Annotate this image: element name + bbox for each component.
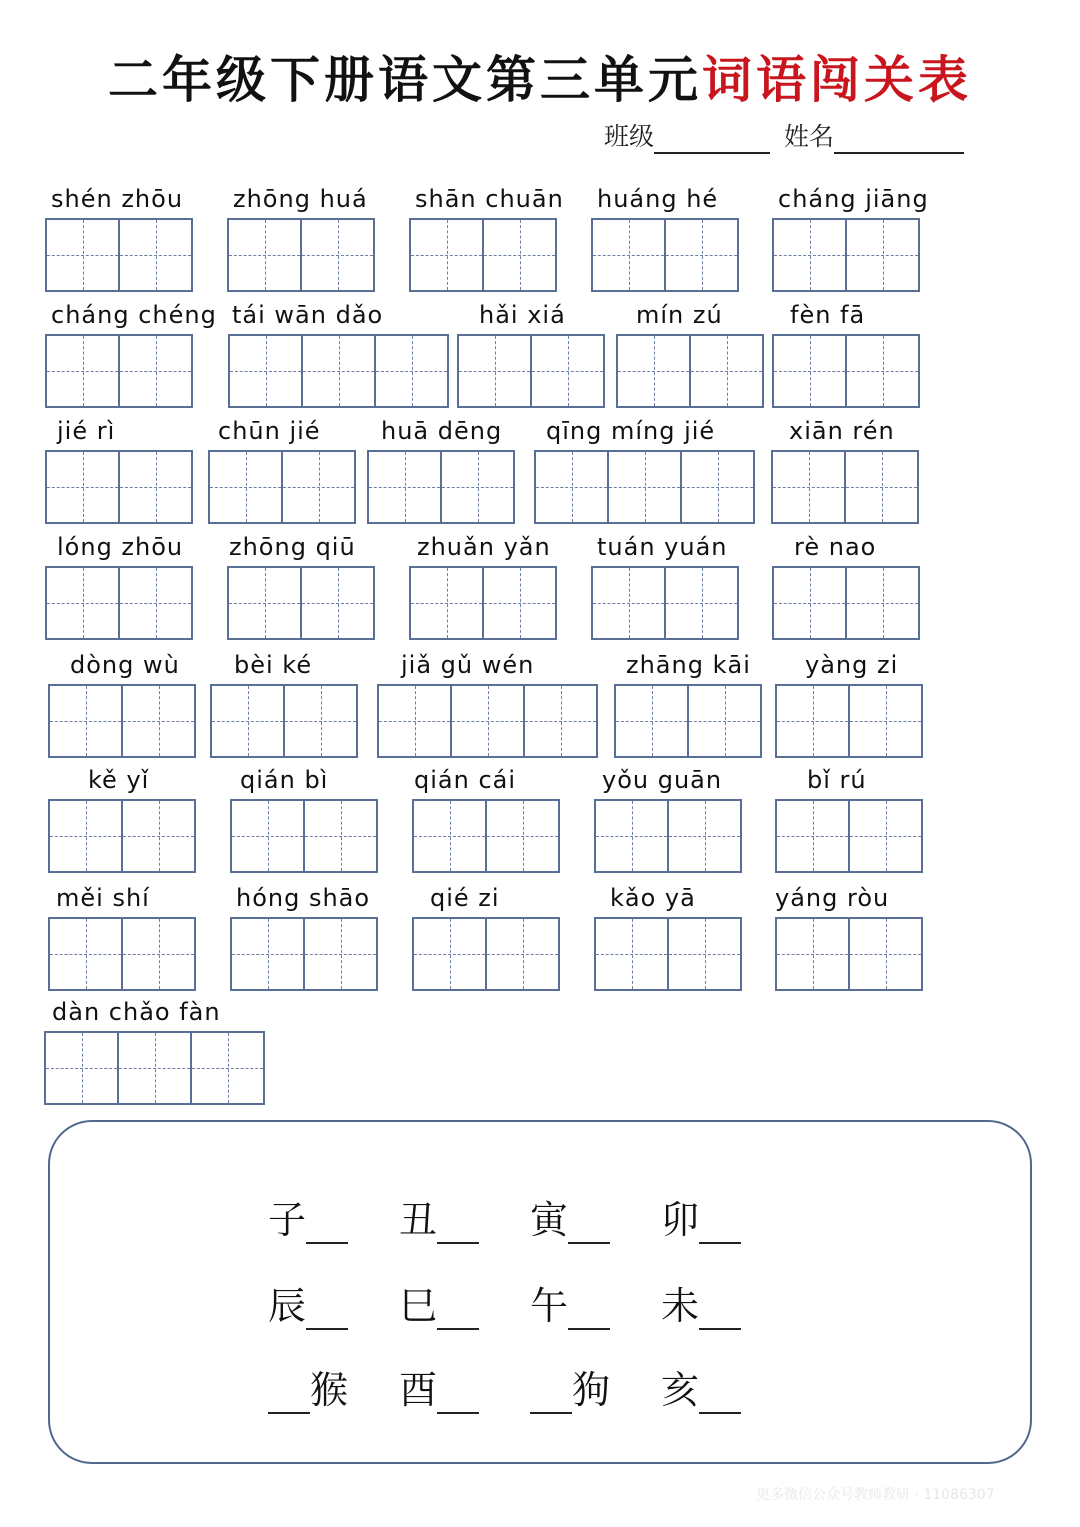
fill-blank[interactable] (437, 1374, 479, 1414)
tianzige-cell[interactable] (46, 1033, 119, 1103)
zodiac-char: 子 (268, 1198, 307, 1242)
tianzige-cell[interactable] (285, 686, 356, 756)
zodiac-item (661, 1196, 792, 1244)
tianzige-cell[interactable] (666, 220, 737, 290)
tianzige-cell[interactable] (777, 686, 850, 756)
tianzige-cell[interactable] (232, 801, 305, 871)
tianzige-cell[interactable] (210, 452, 283, 522)
tianzige-cell[interactable] (303, 336, 376, 406)
zodiac-char: 亥 (661, 1368, 700, 1412)
tianzige-cell[interactable] (120, 568, 191, 638)
name-field[interactable] (834, 126, 964, 154)
fill-blank[interactable] (699, 1204, 741, 1244)
tianzige-cell[interactable] (192, 1033, 263, 1103)
zodiac-char: 午 (530, 1284, 569, 1328)
writing-grid (44, 1031, 265, 1105)
tianzige-cell[interactable] (596, 801, 669, 871)
zodiac-item (530, 1196, 661, 1244)
pinyin-label: dòng wù (70, 651, 180, 679)
zodiac-item (399, 1282, 530, 1330)
tianzige-cell[interactable] (850, 686, 921, 756)
pinyin-label: dàn chǎo fàn (52, 998, 221, 1026)
tianzige-cell[interactable] (376, 336, 447, 406)
fill-blank[interactable] (568, 1290, 610, 1330)
writing-grid (457, 334, 605, 408)
pinyin-label: rè nao (794, 533, 877, 561)
tianzige-cell[interactable] (305, 919, 376, 989)
pinyin-label: zhuǎn yǎn (417, 533, 551, 561)
zodiac-item (268, 1366, 399, 1414)
pinyin-label: zhāng kāi (626, 651, 751, 679)
tianzige-cell[interactable] (302, 220, 373, 290)
pinyin-label: bǐ rú (807, 766, 867, 794)
zodiac-char: 猴 (310, 1368, 349, 1412)
pinyin-label: yáng ròu (775, 884, 890, 912)
tianzige-cell[interactable] (442, 452, 513, 522)
pinyin-label: fèn fā (790, 301, 866, 329)
writing-grid (367, 450, 515, 524)
tianzige-cell[interactable] (596, 919, 669, 989)
zodiac-char: 巳 (399, 1284, 438, 1328)
zodiac-item (661, 1282, 792, 1330)
tianzige-cell[interactable] (302, 568, 373, 638)
pinyin-label: zhōng huá (233, 185, 368, 213)
writing-grid (48, 799, 196, 873)
writing-grid (775, 799, 923, 873)
tianzige-cell[interactable] (459, 336, 532, 406)
tianzige-cell[interactable] (50, 919, 123, 989)
fill-blank[interactable] (437, 1204, 479, 1244)
page-title (0, 48, 1080, 112)
tianzige-cell[interactable] (123, 919, 194, 989)
tianzige-cell[interactable] (369, 452, 442, 522)
tianzige-cell[interactable] (777, 919, 850, 989)
fill-blank[interactable] (437, 1290, 479, 1330)
writing-grid (210, 684, 358, 758)
tianzige-cell[interactable] (525, 686, 596, 756)
tianzige-cell[interactable] (666, 568, 737, 638)
writing-grid (208, 450, 356, 524)
pinyin-label: cháng jiāng (778, 185, 929, 213)
tianzige-cell[interactable] (212, 686, 285, 756)
writing-grid (230, 799, 378, 873)
pinyin-label: mín zú (636, 301, 723, 329)
tianzige-cell[interactable] (229, 568, 302, 638)
pinyin-label: bèi ké (234, 651, 313, 679)
writing-grid (775, 684, 923, 758)
writing-grid (45, 450, 193, 524)
tianzige-cell[interactable] (47, 220, 120, 290)
writing-grid (412, 799, 560, 873)
title-highlight: 词语闯关表 (702, 50, 972, 109)
fill-blank[interactable] (699, 1374, 741, 1414)
class-label: 班级 (604, 122, 655, 151)
tianzige-cell[interactable] (47, 336, 120, 406)
tianzige-cell[interactable] (452, 686, 525, 756)
zodiac-char: 辰 (268, 1284, 307, 1328)
watermark: 更多微信公众号教师教研 · 11086307 (756, 1487, 995, 1503)
writing-grid (377, 684, 598, 758)
writing-grid (772, 218, 920, 292)
tianzige-cell[interactable] (616, 686, 689, 756)
tianzige-cell[interactable] (411, 568, 484, 638)
writing-grid (409, 218, 557, 292)
zodiac-char: 酉 (399, 1368, 438, 1412)
tianzige-cell[interactable] (689, 686, 760, 756)
tianzige-cell[interactable] (120, 452, 191, 522)
tianzige-cell[interactable] (120, 336, 191, 406)
title-main: 二年级下册语文第三单元 (108, 50, 702, 109)
zodiac-item (399, 1366, 530, 1414)
writing-grid (227, 218, 375, 292)
writing-grid (771, 450, 919, 524)
tianzige-cell[interactable] (411, 220, 484, 290)
writing-grid (594, 799, 742, 873)
tianzige-cell[interactable] (123, 801, 194, 871)
tianzige-cell[interactable] (414, 919, 487, 989)
pinyin-label: kě yǐ (88, 766, 150, 794)
writing-grid (409, 566, 557, 640)
pinyin-label: zhōng qiū (229, 533, 356, 561)
tianzige-cell[interactable] (847, 220, 918, 290)
tianzige-cell[interactable] (305, 801, 376, 871)
pinyin-label: hóng shāo (236, 884, 371, 912)
pinyin-label: qián cái (414, 766, 517, 794)
tianzige-cell[interactable] (487, 919, 558, 989)
writing-grid (227, 566, 375, 640)
zodiac-row (268, 1282, 792, 1330)
pinyin-label: huā dēng (381, 417, 503, 445)
pinyin-label: shān chuān (415, 185, 564, 213)
fill-blank[interactable] (306, 1290, 348, 1330)
tianzige-cell[interactable] (847, 336, 918, 406)
tianzige-cell[interactable] (536, 452, 609, 522)
tianzige-cell[interactable] (120, 220, 191, 290)
tianzige-cell[interactable] (487, 801, 558, 871)
tianzige-cell[interactable] (119, 1033, 192, 1103)
tianzige-cell[interactable] (593, 568, 666, 638)
student-info (604, 120, 964, 154)
tianzige-cell[interactable] (669, 919, 740, 989)
tianzige-cell[interactable] (609, 452, 682, 522)
tianzige-cell[interactable] (850, 801, 921, 871)
name-label: 姓名 (784, 122, 835, 151)
pinyin-label: chūn jié (218, 417, 321, 445)
pinyin-label: qié zi (430, 884, 500, 912)
tianzige-cell[interactable] (283, 452, 354, 522)
fill-blank[interactable] (306, 1204, 348, 1244)
fill-blank[interactable] (268, 1374, 310, 1414)
tianzige-cell[interactable] (414, 801, 487, 871)
pinyin-label: xiān rén (789, 417, 895, 445)
pinyin-label: lóng zhōu (57, 533, 184, 561)
writing-grid (591, 218, 739, 292)
pinyin-label: yàng zi (805, 651, 899, 679)
tianzige-cell[interactable] (47, 568, 120, 638)
writing-grid (775, 917, 923, 991)
tianzige-cell[interactable] (532, 336, 603, 406)
tianzige-cell[interactable] (229, 220, 302, 290)
zodiac-item (399, 1196, 530, 1244)
fill-blank[interactable] (530, 1374, 572, 1414)
pinyin-label: tuán yuán (597, 533, 728, 561)
zodiac-item (530, 1366, 661, 1414)
pinyin-label: qīng míng jié (546, 417, 716, 445)
pinyin-label: jié rì (57, 417, 116, 445)
writing-grid (412, 917, 560, 991)
zodiac-item (661, 1366, 792, 1414)
writing-grid (594, 917, 742, 991)
writing-grid (45, 334, 193, 408)
tianzige-cell[interactable] (47, 452, 120, 522)
pinyin-label: shén zhōu (51, 185, 184, 213)
zodiac-char: 狗 (572, 1368, 611, 1412)
writing-grid (591, 566, 739, 640)
tianzige-cell[interactable] (230, 336, 303, 406)
tianzige-cell[interactable] (593, 220, 666, 290)
pinyin-label: tái wān dǎo (232, 301, 384, 329)
tianzige-cell[interactable] (682, 452, 753, 522)
tianzige-cell[interactable] (691, 336, 762, 406)
tianzige-cell[interactable] (847, 568, 918, 638)
writing-grid (614, 684, 762, 758)
writing-grid (48, 684, 196, 758)
tianzige-cell[interactable] (846, 452, 917, 522)
tianzige-cell[interactable] (774, 220, 847, 290)
tianzige-cell[interactable] (123, 686, 194, 756)
zodiac-char: 寅 (530, 1198, 569, 1242)
zodiac-row (268, 1196, 792, 1244)
writing-grid (45, 218, 193, 292)
zodiac-char: 未 (661, 1284, 700, 1328)
pinyin-label: kǎo yā (610, 884, 696, 912)
writing-grid (772, 334, 920, 408)
writing-grid (48, 917, 196, 991)
fill-blank[interactable] (699, 1290, 741, 1330)
pinyin-label: jiǎ gǔ wén (401, 651, 535, 679)
writing-grid (534, 450, 755, 524)
tianzige-cell[interactable] (484, 568, 555, 638)
writing-grid (616, 334, 764, 408)
zodiac-char: 丑 (399, 1198, 438, 1242)
zodiac-item (268, 1282, 399, 1330)
tianzige-cell[interactable] (773, 452, 846, 522)
class-field[interactable] (654, 126, 770, 154)
pinyin-label: yǒu guān (602, 766, 723, 794)
tianzige-cell[interactable] (618, 336, 691, 406)
tianzige-cell[interactable] (669, 801, 740, 871)
tianzige-cell[interactable] (774, 336, 847, 406)
tianzige-cell[interactable] (774, 568, 847, 638)
zodiac-item (530, 1282, 661, 1330)
pinyin-label: měi shí (56, 884, 150, 912)
writing-grid (772, 566, 920, 640)
tianzige-cell[interactable] (484, 220, 555, 290)
zodiac-row (268, 1366, 792, 1414)
zodiac-char: 卯 (661, 1198, 700, 1242)
pinyin-label: cháng chéng (51, 301, 217, 329)
pinyin-label: qián bì (240, 766, 329, 794)
tianzige-cell[interactable] (50, 686, 123, 756)
fill-blank[interactable] (568, 1204, 610, 1244)
writing-grid (228, 334, 449, 408)
tianzige-cell[interactable] (777, 801, 850, 871)
pinyin-label: hǎi xiá (479, 301, 566, 329)
pinyin-label: huáng hé (597, 185, 719, 213)
writing-grid (45, 566, 193, 640)
tianzige-cell[interactable] (232, 919, 305, 989)
tianzige-cell[interactable] (50, 801, 123, 871)
tianzige-cell[interactable] (850, 919, 921, 989)
zodiac-item (268, 1196, 399, 1244)
tianzige-cell[interactable] (379, 686, 452, 756)
writing-grid (230, 917, 378, 991)
